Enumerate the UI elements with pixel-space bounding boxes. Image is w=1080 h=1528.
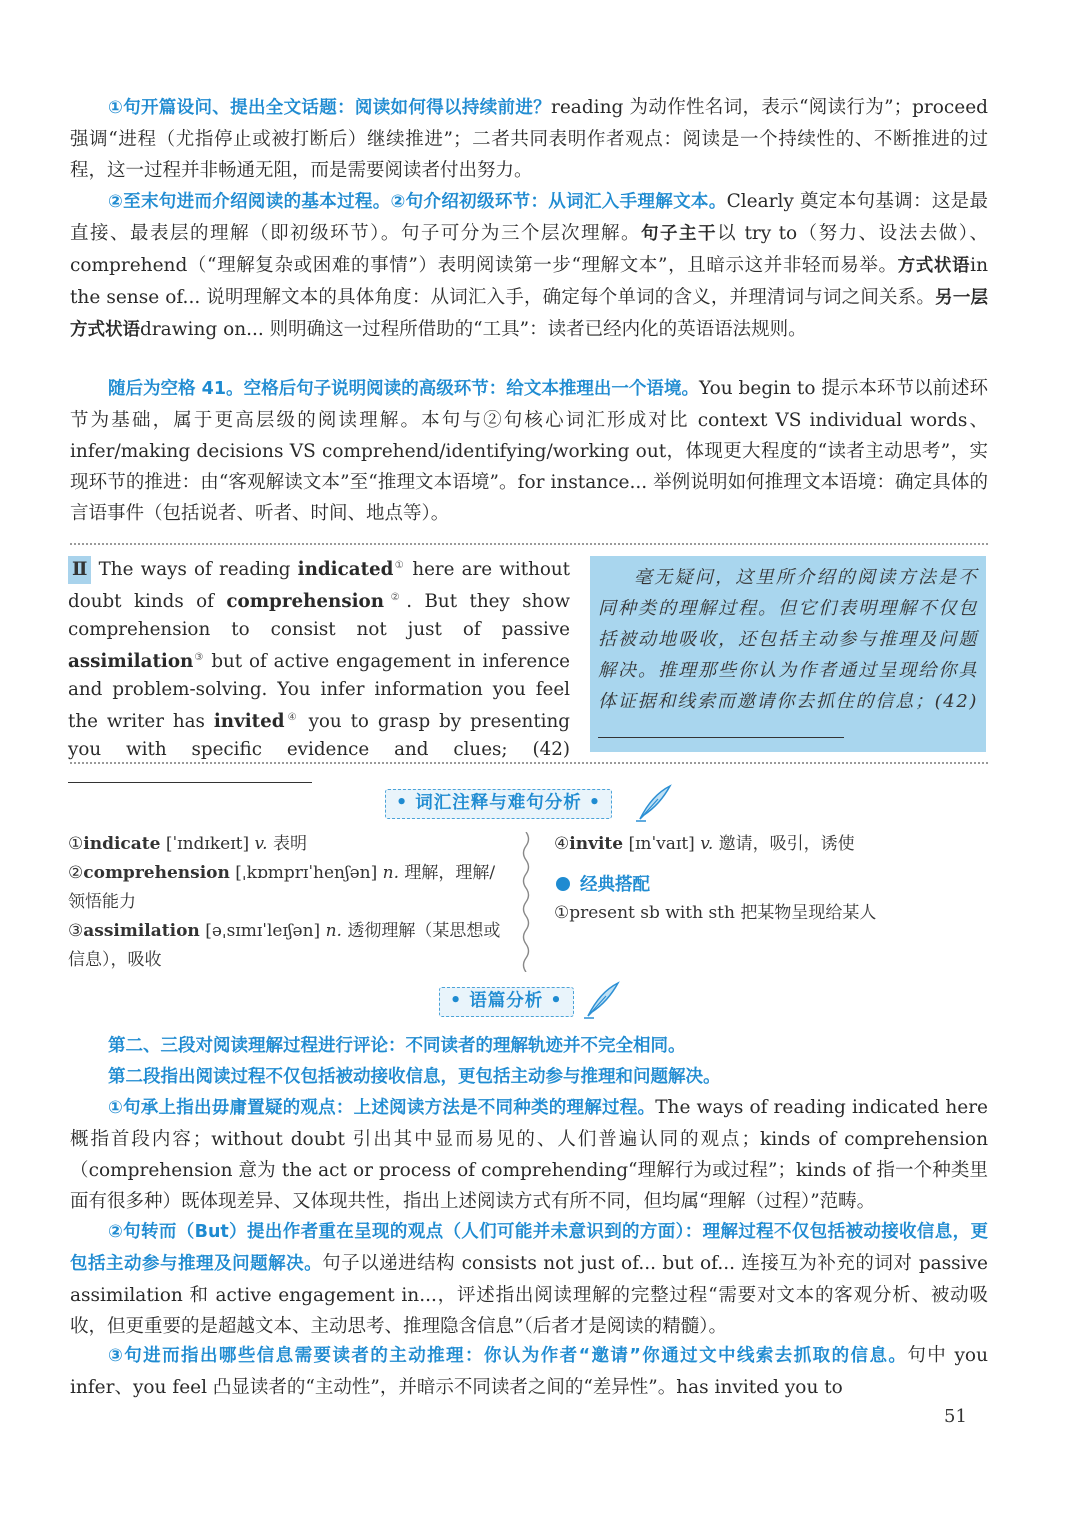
translation-blank-number: (42) bbox=[934, 691, 978, 712]
classic-collocation-title: 经典搭配 bbox=[580, 875, 650, 895]
paragraph-2-text-b: 以 try to（努力、设法去做）、comprehend（“理解复杂或困难的事情”）表明阅读第一步“理解文本”，且暗示这并非轻而易举。 bbox=[70, 223, 988, 276]
phonetic: [ɪnˈvaɪt] bbox=[628, 834, 695, 854]
page-number: 51 bbox=[944, 1406, 967, 1427]
keyword-invited: invited bbox=[213, 711, 285, 733]
paragraph-1-lead: ①句开篇设问、提出全文话题：阅读如何得以持续前进？ bbox=[108, 98, 552, 118]
analysis-paragraph-1 bbox=[70, 92, 988, 186]
analysis-paragraph-2 bbox=[70, 186, 988, 346]
vocab-word: indicate bbox=[83, 834, 161, 854]
part-of-speech: n. bbox=[382, 863, 399, 883]
paragraph-2-text-a: Clearly 奠定本句基调：这是最直接、最表层的理解（即初级环节）。句子可分为三个层次理解。 bbox=[70, 191, 988, 244]
footnote-marker-4: ④ bbox=[284, 712, 300, 724]
paragraph-2-lead: ②至末句进而介绍阅读的基本过程。②句介绍初级环节：从词汇入手理解文本。 bbox=[108, 192, 727, 212]
footnote-marker-2: ② bbox=[384, 592, 407, 604]
discourse-point-3-text: 句中 you infer、you feel 凸显读者的“主动性”，并暗示不同读者之间的“差异性”。has invited you to bbox=[70, 1345, 988, 1398]
phonetic: [ˈɪndɪkeɪt] bbox=[165, 834, 250, 854]
part-of-speech: n. bbox=[325, 921, 342, 941]
paragraph-2-text-c: in the sense of... 说明理解文本的具体角度：从词汇入手，确定每个单词的含义，并理清词与词之间关系。 bbox=[70, 255, 989, 308]
vocab-word: comprehension bbox=[83, 863, 230, 883]
phonetic: [əˌsɪmɪˈleɪʃən] bbox=[205, 921, 321, 941]
vocab-section-title: • 词汇注释与难句分析 • bbox=[385, 789, 612, 819]
bullet-dot-icon bbox=[556, 877, 570, 891]
discourse-heading-2 bbox=[70, 1061, 988, 1093]
classic-collocation-item: ①present sb with sth 把某物呈现给某人 bbox=[554, 903, 877, 923]
discourse-point-3-lead: ③句进而指出哪些信息需要读者的主动推理：你认为作者“邀请”你通过文中线索去抓取的信息。 bbox=[108, 1346, 908, 1366]
wavy-divider bbox=[519, 832, 533, 972]
divider-bottom bbox=[70, 762, 988, 764]
keyword-assimilation: assimilation bbox=[68, 651, 194, 673]
discourse-point-2-lead: ②句转而（But）提出作者重在呈现的观点（人们可能并未意识到的方面）：理解过程不仅包括被动接收信息，更包括主动参与推理及问题解决。 bbox=[70, 1222, 988, 1274]
meaning: 表明 bbox=[272, 834, 307, 854]
vocab-item-indicate: ①indicate [ˈɪndɪkeɪt] v. 表明 bbox=[68, 834, 307, 854]
discourse-point-3 bbox=[70, 1340, 988, 1403]
meaning: 透彻理解（某思想或信息），吸收 bbox=[68, 921, 501, 970]
paragraph-2-text-d: drawing on... 则明确这一过程所借助的“工具”：读者已经内化的英语语法规则。 bbox=[140, 319, 807, 340]
answer-blank-42[interactable] bbox=[68, 766, 312, 783]
quill-pen-icon bbox=[582, 980, 622, 1020]
keyword-indicated: indicated bbox=[297, 559, 394, 581]
passage-text-1: The ways of reading bbox=[98, 559, 291, 581]
footnote-marker-3: ③ bbox=[193, 652, 205, 664]
discourse-point-2-text: 句子以递进结构 consists not just of... but of... 连接互为补充的词对 passive assimilation 和 active engagement in...，评述指出阅读理解的完整过程“需要对文本的客观分析、被动吸收，但更重要的是超越文本、主动思考、推理隐含信息”（后者才是阅读的精髓）。 bbox=[70, 1253, 988, 1337]
meaning: 理解，理解/领悟能力 bbox=[68, 863, 496, 912]
discourse-heading-2-text: 第二段指出阅读过程不仅包括被动接收信息，更包括主动参与推理和问题解决。 bbox=[108, 1067, 721, 1087]
part-of-speech: v. bbox=[254, 834, 268, 854]
discourse-point-1 bbox=[70, 1092, 988, 1217]
translation-box bbox=[590, 556, 986, 752]
paragraph-2-bold-b: 方式状语 bbox=[897, 256, 971, 276]
meaning: 邀请，吸引，诱使 bbox=[718, 834, 855, 854]
part-of-speech: v. bbox=[700, 834, 714, 854]
vocab-item-assimilation: ③assimilation [əˌsɪmɪˈleɪʃən] n. 透彻理解（某思想或信息），吸收 bbox=[68, 921, 501, 970]
phonetic: [ˌkɒmprɪˈhenʃən] bbox=[235, 863, 378, 883]
analysis-paragraph-3 bbox=[70, 373, 988, 529]
translation-answer-blank[interactable] bbox=[598, 721, 844, 738]
section-number-badge: Ⅱ bbox=[68, 556, 91, 584]
paragraph-3-text: You begin to 提示本环节以前述环节为基础，属于更高层级的阅读理解。本句与②句核心词汇形成对比 context VS individual words、infer/making decisions VS comprehend/identifying/working out，体现更大程度的“读者主动思考”，实现环节的推进：由“客观解读文本”至“推理文本语境”。for instance... 举例说明如何推理文本语境：确定具体的言语事件（包括说者、听者、时间、地点等）。 bbox=[70, 378, 988, 524]
discourse-point-1-lead: ①句承上指出毋庸置疑的观点：上述阅读方法是不同种类的理解过程。 bbox=[108, 1098, 656, 1118]
discourse-heading-1-text: 第二、三段对阅读理解过程进行评论：不同读者的理解轨迹并不完全相同。 bbox=[108, 1036, 686, 1056]
paragraph-2-bold-c: 另一层方式状语 bbox=[70, 288, 989, 340]
paragraph-2-bold-a: 句子主干 bbox=[641, 224, 718, 244]
discourse-point-1-text: The ways of reading indicated here 概指首段内容；without doubt 引出其中显而易见的、人们普遍认同的观点；kinds of comprehension（comprehension 意为 the act or process of comprehending“理解行为或过程”；kinds of 指一个种类里面有很多种）既体现差异、又体现共性，指出上述阅读方式有所不同，但均属“理解（过程）”范畴。 bbox=[70, 1097, 988, 1212]
discourse-heading-1 bbox=[70, 1030, 988, 1062]
english-passage bbox=[68, 552, 570, 792]
vocab-word: assimilation bbox=[83, 921, 200, 941]
classic-collocation-heading bbox=[556, 872, 650, 898]
passage-text-4: but of active engagement in inference and problem-solving. You infer information you feel the writer has bbox=[68, 651, 571, 733]
vocab-item-invite: ④invite [ɪnˈvaɪt] v. 邀请，吸引，诱使 bbox=[554, 834, 855, 854]
discourse-section-title: • 语篇分析 • bbox=[439, 987, 574, 1017]
divider-top bbox=[70, 543, 988, 545]
passage-text-2: here are without doubt kinds of bbox=[68, 559, 571, 613]
passage-text-3: . But they show comprehension to consist not just of passive bbox=[68, 591, 570, 641]
vocab-item-comprehension: ②comprehension [ˌkɒmprɪˈhenʃən] n. 理解，理解/领悟能力 bbox=[68, 863, 496, 912]
quill-pen-icon bbox=[634, 783, 674, 823]
passage-text-5: you to grasp by presenting you with specific evidence and clues; (42) bbox=[68, 711, 570, 761]
footnote-marker-1: ① bbox=[393, 560, 406, 571]
discourse-point-2 bbox=[70, 1216, 988, 1342]
vocab-word: invite bbox=[569, 834, 624, 854]
translation-text: 毫无疑问，这里所介绍的阅读方法是不同种类的理解过程。但它们表明理解不仅包括被动地吸收，还包括主动参与推理及问题解决。推理那些你认为作者通过呈现给你具体证据和线索而邀请你去抓住的信息； bbox=[598, 567, 978, 712]
paragraph-3-lead: 随后为空格 41。空格后句子说明阅读的高级环节：给文本推理出一个语境。 bbox=[108, 379, 699, 399]
paragraph-1-text: reading 为动作性名词，表示“阅读行为”；proceed 强调“进程（尤指停止或被打断后）继续推进”；二者共同表明作者观点：阅读是一个持续性的、不断推进的过程，这一过程并非畅通无阻，而是需要阅读者付出努力。 bbox=[70, 97, 988, 181]
keyword-comprehension: comprehension bbox=[226, 591, 385, 613]
